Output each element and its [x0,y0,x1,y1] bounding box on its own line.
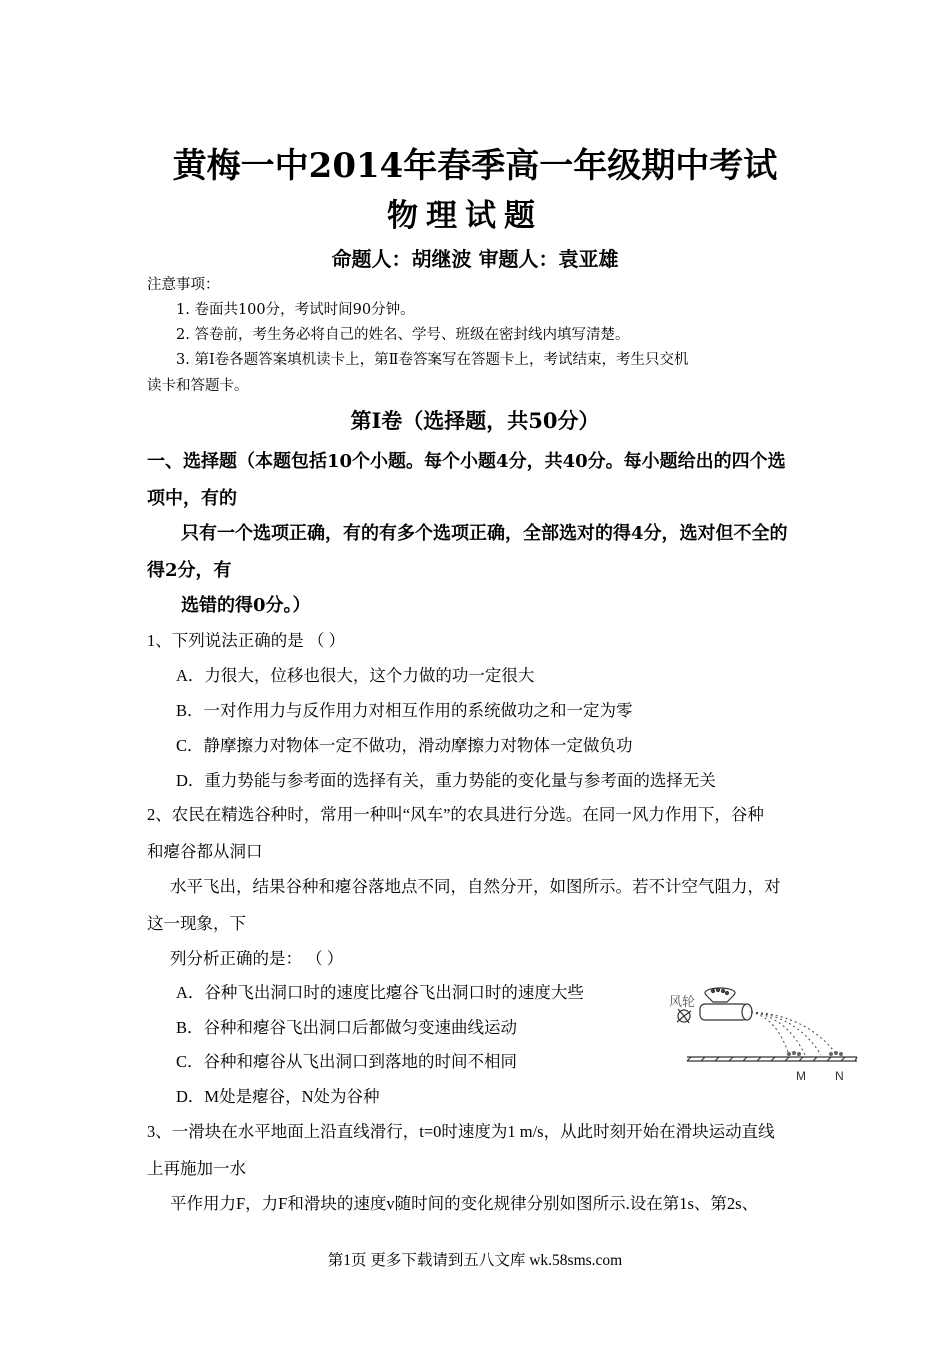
q3-stem-line: 平作用力F，力F和滑块的速度v随时间的变化规律分别如图所示.设在第1s、第2s、 [170,1194,759,1213]
instruction-line: 得2分，有 [147,560,232,581]
q2-stem-line: 2、农民在精选谷种时，常用一种叫“风车”的农具进行分选。在同一风力作用下，谷种 [147,805,764,824]
instruction-line: 项中，有的 [147,488,237,509]
instruction-line: 一、选择题（本题包括10个小题。每个小题4分，共40分。每小题给出的四个选 [147,451,786,472]
q1-option-b: B．一对作用力与反作用力对相互作用的系统做功之和一定为零 [176,701,633,720]
q2-stem-line: 这一现象，下 [147,914,246,933]
exam-subtitle: 物理试题 [387,198,543,234]
hopper-icon [705,988,735,1002]
q2-option-c: C．谷种和瘪谷从飞出洞口到落地的时间不相同 [176,1052,518,1071]
q1-stem: 1、下列说法正确的是 （ ） [147,631,345,650]
exam-authors: 命题人：胡继波 审题人：袁亚雄 [331,247,619,271]
tube-icon [700,1004,752,1020]
note-item: 3. 第Ⅰ卷各题答案填机读卡上，第Ⅱ卷答案写在答题卡上，考试结束，考生只交机 [176,352,689,368]
instruction-line: 选错的得0分。） [181,595,311,616]
q1-option-a: A．力很大，位移也很大，这个力做的功一定很大 [176,666,535,685]
q3-stem-line: 3、一滑块在水平地面上沿直线滑行，t=0时速度为1 m/s，从此时刻开始在滑块运动直线 [147,1122,775,1141]
q3-stem-line: 上再施加一水 [147,1159,246,1178]
q2-option-d: D．M处是瘪谷，N处为谷种 [176,1087,380,1106]
exam-title: 黄梅一中2014年春季高一年级期中考试 [172,146,778,186]
q2-stem-line: 列分析正确的是： （ ） [170,949,344,968]
instruction-line: 只有一个选项正确，有的有多个选项正确，全部选对的得4分，选对但不全的 [181,523,788,544]
note-item-continued: 读卡和答题卡。 [147,378,249,394]
q2-option-a: A．谷种飞出洞口时的速度比瘪谷飞出洞口时的速度大些 [176,983,584,1002]
notes-heading: 注意事项： [147,277,220,293]
ground-line [687,1057,857,1061]
q2-option-b: B．谷种和瘪谷飞出洞口后都做匀变速曲线运动 [176,1018,518,1037]
fan-icon [677,1009,691,1023]
label-m: M [796,1069,806,1083]
section-title: 第Ⅰ卷（选择题，共50分） [350,408,600,433]
winnowing-fan-figure [665,985,865,1085]
q1-option-c: C．静摩擦力对物体一定不做功，滑动摩擦力对物体一定做负功 [176,736,633,755]
fan-label: 风轮 [669,994,696,1009]
q2-stem-line: 和瘪谷都从洞口 [147,842,263,861]
page-footer: 第1页 更多下载请到五八文库 wk.58sms.com [327,1252,623,1269]
note-item: 2. 答卷前，考生务必将自己的姓名、学号、班级在密封线内填写清楚。 [176,327,630,343]
grain-piles [787,1051,843,1056]
q1-option-d: D．重力势能与参考面的选择有关，重力势能的变化量与参考面的选择无关 [176,771,716,790]
grain-trajectories [751,1012,837,1055]
q2-stem-line: 水平飞出，结果谷种和瘪谷落地点不同，自然分开，如图所示。若不计空气阻力，对 [170,877,781,896]
note-item: 1. 卷面共100分，考试时间90分钟。 [176,302,415,318]
label-n: N [835,1069,844,1083]
